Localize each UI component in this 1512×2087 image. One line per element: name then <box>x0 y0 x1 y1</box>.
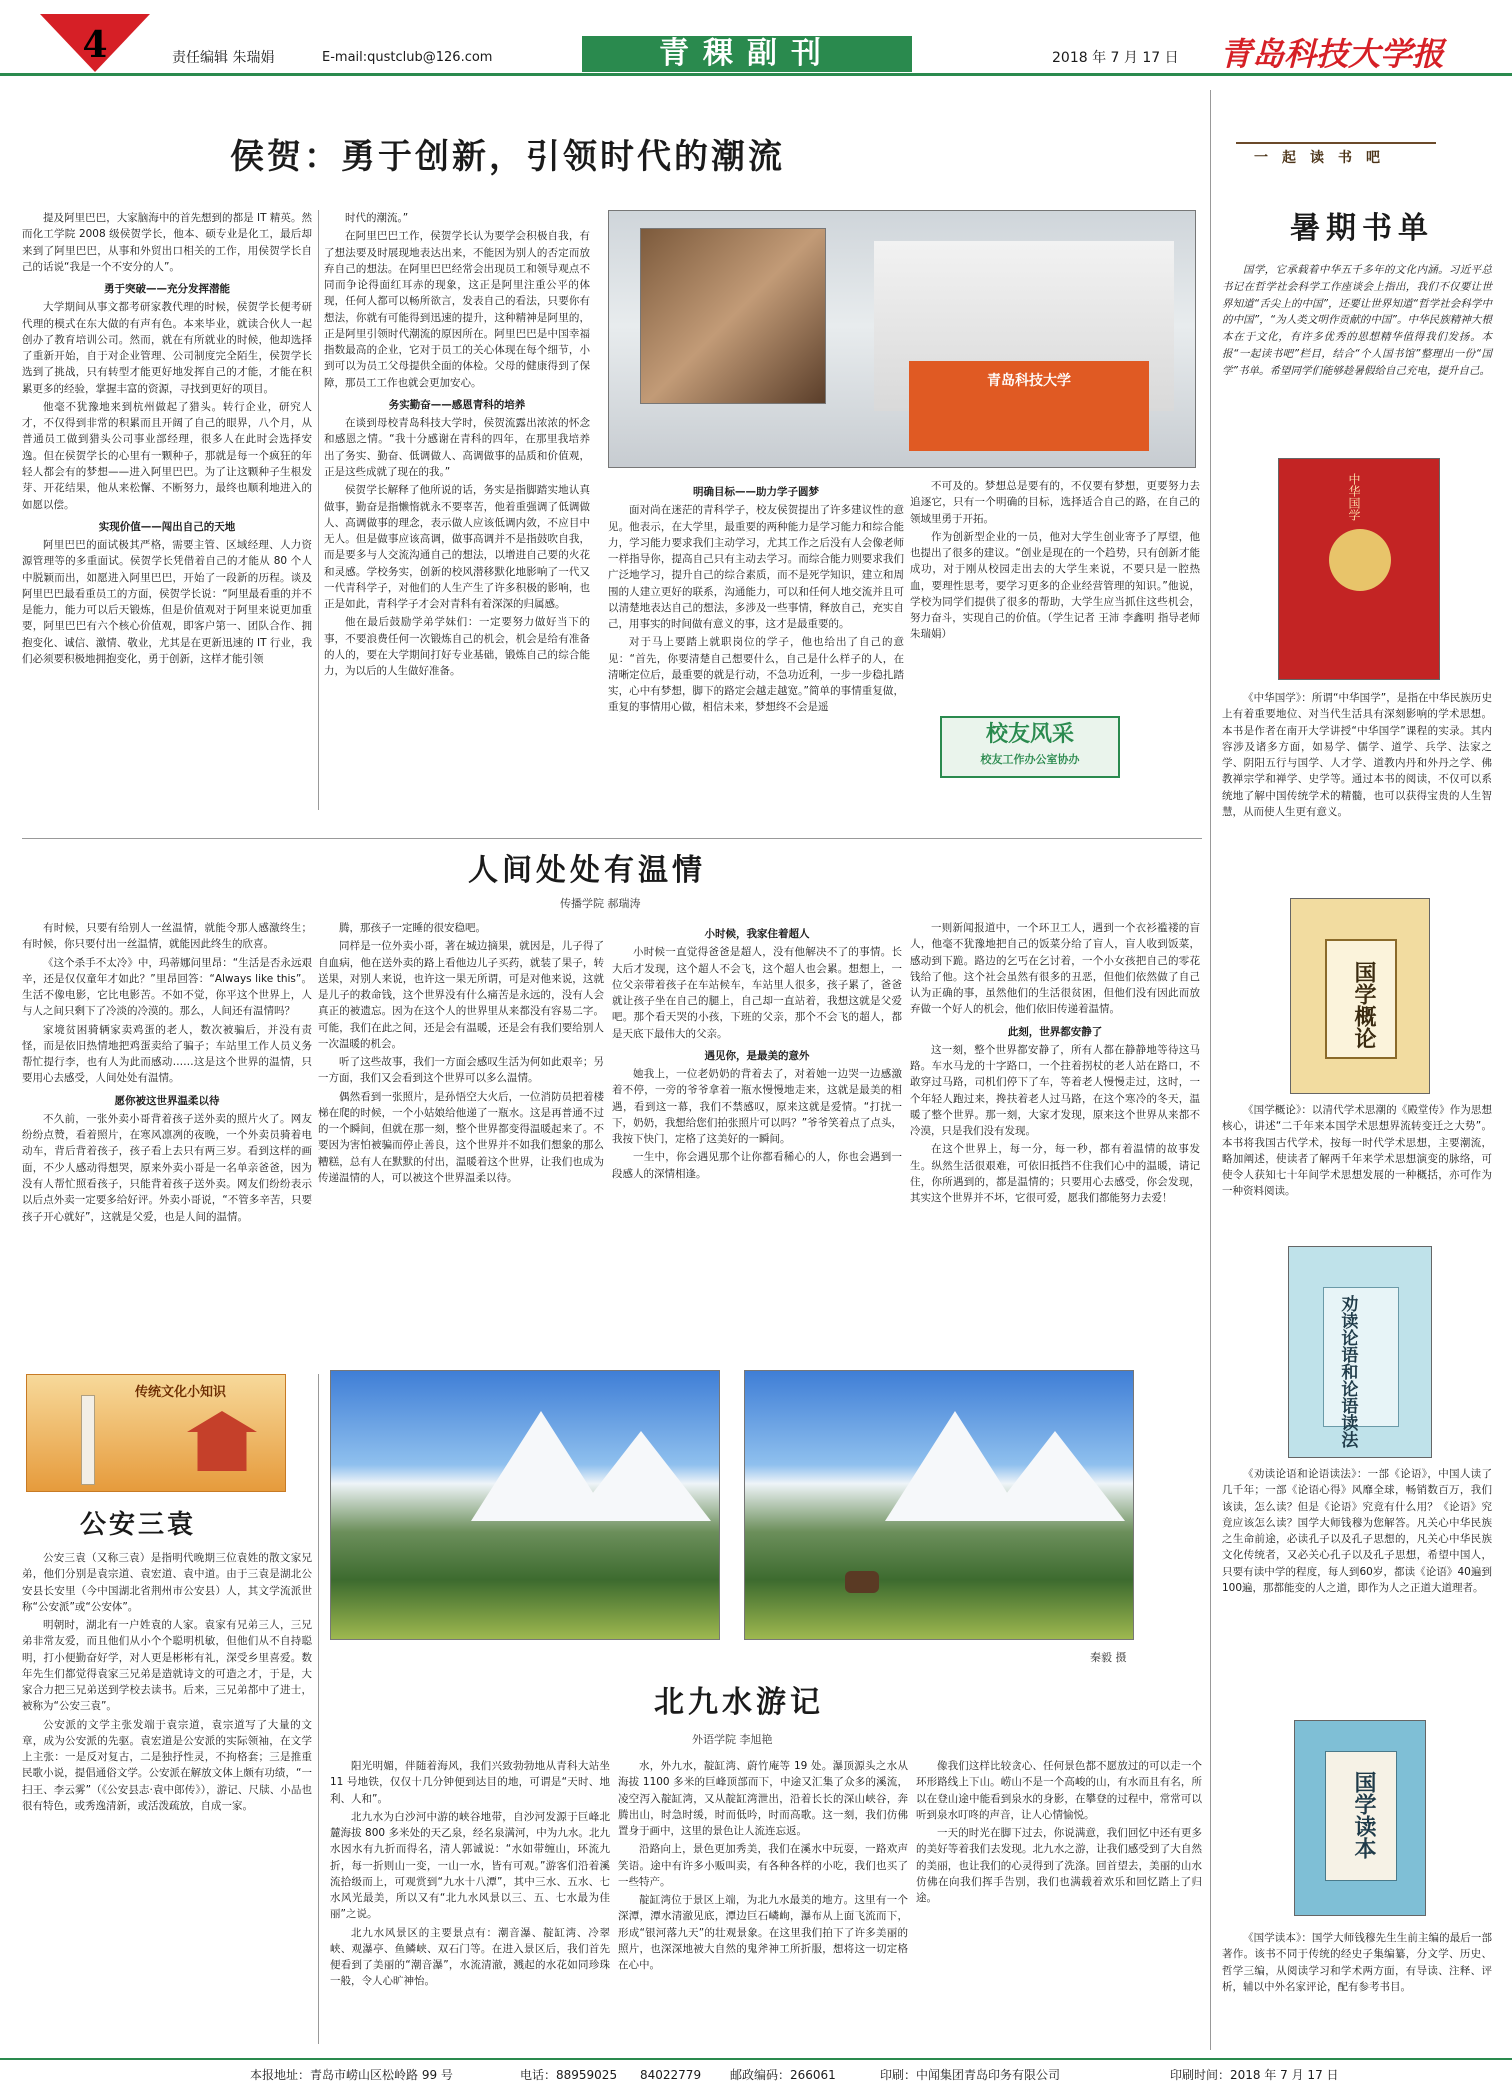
footer <box>0 2058 1512 2087</box>
culture-tag-box <box>26 1374 286 1492</box>
article1-title: 侯贺：勇于创新，引领时代的潮流 <box>230 137 785 177</box>
editor-email: E-mail:qustclub@126.com <box>322 50 493 65</box>
article2-col2 <box>318 920 604 1340</box>
paragraph: 在阿里巴巴工作，侯贺学长认为要学会积极自我，有了想法要及时展现地表达出来，不能因为别人的否定而放弃自己的想法。在阿里巴巴经常会出现员工和领导观点不同而争论得面红耳赤的现象，这正是阿里注重公平的体现，任何人都可以畅所欲言，发表自己的看法，只要你有想法，你就有可能得到迅速的提升，这种精神是阿里的，正是阿里引领时代潮流的原因所在。阿里巴巴是中国幸福指数最高的企业，它对于员工的关心体现在每个细节，小到可以为员工父母提供全面的体检。父母的健康得到了保障，那员工工作也就会更加安心。 <box>324 230 590 389</box>
book-cover-lunyu <box>1288 1246 1432 1458</box>
university-banner: 青岛科技大学 <box>909 361 1149 451</box>
article3-col3 <box>916 1758 1202 2048</box>
paragraph: 提及阿里巴巴，大家脑海中的首先想到的都是 IT 精英。然而化工学院 2008 级侯贺学长，他本、硕专业是化工，最后却来到了阿里巴巴，从事和外贸出口相关的工作，用侯贺学长自己的话说“我是一个不安分的人”。 <box>22 212 312 273</box>
article3-col1 <box>330 1758 610 2048</box>
article2-col1 <box>22 920 312 1340</box>
article1-col4 <box>910 478 1200 708</box>
paragraph: 面对尚在迷茫的青科学子，校友侯贺提出了许多建议性的意见。他表示，在大学里，最重要的两种能力是学习能力和综合能力，学习能力要求我们主动学习，尤其工作之后没有人会像老师一样指导你，提高自己只有主动去学习。而综合能力则要求我们广泛地学习，提升自己的综合素质，而不是死学知识，建立和周围的人建立更好的联系，沟通能力，可以和任何人地交流并且可以清楚地表达自己的想法，多涉及一些事情，释放自己，充实自己，用事实的时间做有意义的事，这才是最重要的。 <box>608 504 904 631</box>
book-frame <box>1323 1287 1399 1427</box>
book-list-intro <box>1222 262 1492 462</box>
culture-tag: 传统文化小知识 <box>135 1385 227 1400</box>
paragraph: 在这个世界上，每一分，每一秒，都有着温情的故事发生。纵然生活很艰难，可依旧抵挡不住我们心中的温暖，请记住，你所遇到的，都是温情的；只要用心去感受，你会发现，其实这个世界并不坏，它很可爱，愿我们都能努力去爱！ <box>910 1143 1200 1205</box>
reading-tag <box>1236 138 1436 174</box>
paragraph: 沿路向上，景色更加秀美，我们在溪水中玩耍，一路欢声笑语。途中有许多小贩叫卖，有各种各样的小吃，我们也买了一些特产。 <box>618 1843 908 1888</box>
paragraph: 他在最后鼓励学弟学妹们：一定要努力做好当下的事，不要浪费任何一次锻炼自己的机会，机会是给有准备的人的，要在大学期间打好专业基础，锻炼自己的综合能力，为以后的人生做好准备。 <box>324 616 590 678</box>
paragraph: 公安派的文学主张发端于袁宗道，袁宗道写了大量的文章，成为公安派的先驱。袁宏道是公安派的实际领袖，在文学上主张：一是反对复古，二是独抒性灵，不拘格套；三是推重民歌小说，提倡通俗文学。公安派在解放文体上颇有功绩，“一扫王、李云雾”（《公安县志·袁中郎传》），游记、尺牍、小品也很有特色，或秀逸清新，或活泼疏放，自成一家。 <box>22 1718 312 1812</box>
subheading: 小时候，我家住着超人 <box>704 928 810 940</box>
paragraph: 像我们这样比较贪心、任何景色都不愿放过的可以走一个环形路线上下山。崂山不是一个高峻的山，有水而且有名，所以在登山途中能看到泉水的身影，在攀登的过程中，常常可以听到泉水叮咚的声音，让人心情愉悦。 <box>916 1760 1202 1821</box>
paragraph: 时代的潮流。” <box>345 212 409 224</box>
paragraph: 一天的时光在脚下过去，你说满意，我们回忆中还有更多的美好等着我们去发现。北九水之游，让我们感受到了大自然的美丽，也让我们的心灵得到了洗涤。回首望去，美丽的山水仿佛在向我们挥手告别，我们也满载着欢乐和回忆踏上了归途。 <box>916 1827 1202 1905</box>
article3-title: 北九水游记 <box>654 1685 824 1720</box>
book-cover-zhonghua-guoxue <box>1278 458 1440 680</box>
paragraph: 《国学读本》：国学大师钱穆先生生前主编的最后一部著作。该书不同于传统的经史子集编纂，分文学、历史、哲学三编，从阅读学习和学术两方面，有导读、注释、评析，辅以中外名家评论，配有参考书目。 <box>1222 1932 1492 1993</box>
paragraph: 一则新闻报道中，一个环卫工人，遇到一个衣衫褴褛的盲人，他毫不犹豫地把自己的饭菜分给了盲人，盲人收到饭菜，感动到下跪。路边的乞丐在乞讨着，一个小女孩把自己的零花钱给了他。这个社会虽然有很多的丑恶，但他们依然做了自己认为正确的事，虽然他们的生活很贫困，但他们没有因此而放弃做一个好人的机会，他们依旧传递着温情。 <box>910 922 1200 1016</box>
article2-col4 <box>910 920 1200 1340</box>
snow-peak <box>571 1431 711 1521</box>
column-rule <box>318 1374 319 2044</box>
paragraph: 北九水为白沙河中游的峡谷地带，自沙河发源于巨峰北麓海拔 800 多米处的天乙泉，经名泉满河，中为九水。北九水因水有九折而得名，清人郭诚说：“水如带缠山，环流九折，每一折则山一变，一山一水，皆有可观。”游客们沿着溪流拾级而上，可观赏到“九水十八潭”，其中三水、五水、七水风光最美，所以又有“北九水风景以三、五、七水最为佳丽”之说。 <box>330 1810 610 1921</box>
subheading: 勇于突破——充分发挥潜能 <box>104 283 230 296</box>
masthead <box>0 0 1512 76</box>
subheading: 此刻，世界都安静了 <box>1007 1025 1103 1038</box>
tag-subtitle: 校友工作办公室协办 <box>980 753 1080 766</box>
subheading: 务实勤奋——感恩青科的培养 <box>388 398 526 411</box>
section-title: 青稞副刊 <box>582 36 912 72</box>
landscape-photo-right <box>744 1370 1134 1640</box>
subheading: 遇见你，是最美的意外 <box>704 1049 810 1062</box>
temple-icon <box>187 1411 257 1471</box>
book-cover-title: 国学概论 <box>1351 961 1377 1049</box>
portrait-photo <box>640 228 826 404</box>
page-number: 4 <box>82 24 108 66</box>
article2-title: 人间处处有温情 <box>468 853 706 888</box>
article2-byline: 传播学院 郝瑞涛 <box>560 897 641 910</box>
article3-col2 <box>618 1758 908 2048</box>
footer-postcode: 邮政编码：266061 <box>730 2068 836 2082</box>
paragraph: 《劝读论语和论语读法》：一部《论语》，中国人读了几千年；一部《论语心得》风靡全球，畅销数百万，我们该读，怎么读？但是《论语》究竟有什么用？《论语》究竟应该怎么读？国学大师钱穆为您解答。凡关心中华民族之生命前途，必读孔子以及孔子思想的，凡关心中华民族文化传统者，又必关心孔子以及孔子思想，希望中国人，只要有读中学的程度，每人到60岁，都读《论语》40遍到100遍，那都能变的人之道，即作为人之正道大道理者。 <box>1222 1468 1492 1594</box>
paragraph: 一生中，你会遇见那个让你都看稀心的人，你也会遇到一段感人的深情相逢。 <box>612 1151 902 1180</box>
paragraph: 她我上，一位老奶奶的背着去了，对着她一边哭一边感激着不停，一旁的爷爷拿着一瓶水慢慢地走来，这就是最美的相遇，看到这一幕，我们不禁感叹，原来这就是爱情。“打扰一下，奶奶，我想给您们拍张照片可以吗？”爷爷笑着点了点头，我按下快门，定格了这美好的一瞬间。 <box>612 1068 902 1146</box>
paragraph: 明朝时，湖北有一户姓袁的人家。袁家有兄弟三人，三兄弟非常友爱，而且他们从小个个聪明机敏，但他们从不自持聪明，打小便勤奋好学，对人更是彬彬有礼，深受乡里喜爱。数年先生们都觉得袁家三兄弟是造就诗文的可造之才，于是，大家合力把三兄弟送到学校去读书。后来，三兄弟都中了进士，被称为“公安三袁”。 <box>22 1619 312 1713</box>
paragraph: 作为创新型企业的一员，他对大学生创业寄予了厚望，他也提出了很多的建议。“创业是现在的一个趋势，只有创新才能成功，对于刚从校园走出去的大学生来说，不要只是一腔热血，要理性思考，要学习更多的企业经营管理的知识。”他说，学校为同学们提供了很多的帮助，大学生应当抓住这些机会，努力奋斗，实现自己的价值。（学生记者 王沛 李鑫明 指导老师 朱瑞娟） <box>910 530 1200 641</box>
article3-byline: 外语学院 李旭艳 <box>692 1733 773 1746</box>
reading-tag-text: 一起读书吧 <box>1254 150 1394 166</box>
paragraph: 这一刻，整个世界都安静了，所有人都在静静地等待这马路。车水马龙的十字路口，一个拄着拐杖的老人站在路口，不敢穿过马路，司机们停下了车，等着老人慢慢走过，这时，一个年轻人跑过来，搀扶着老人过马路，在这个寒冷的冬天，温暖了整个世界。那一刻，大家才发现，原来这个世界从来都不冷漠，只是我们没有发现。 <box>910 1043 1200 1138</box>
book-emblem <box>1329 529 1391 591</box>
paragraph: 同样是一位外卖小哥，著在城边摘果，就因是，儿子得了自血病，他在送外卖的路上看他边儿子买药，就装了果子，转送果，对别人来说，也许这一果无所谓，可是对他来说，这就是儿子的救命钱，这个世界没有什么痛苦是永远的，没有人会真正的被遗忘。因为在这个人的世界里从来都没有容易二字。可能，我们在此之间，还是会有温暖，还是会有我们要给别人一次温暖的机会。 <box>318 940 604 1050</box>
paragraph: 有时候，只要有给别人一丝温情，就能令那人感激终生；有时候，你只要付出一丝温情，就能因此终生的欣喜。 <box>22 922 312 951</box>
paragraph: 国学，它承载着中华五千多年的文化内涵。习近平总书记在哲学社会科学工作座谈会上指出，我们不仅要让世界知道“舌尖上的中国”，还要让世界知道“哲学社会科学中的中国”，“为人类文明作贡献的中国”。中华民族精神大根本在于文化，有许多优秀的思想精华值得我们发扬。本报“一起读书吧”栏目，结合“个人国书馆”整理出一份“国学”书单。希望同学们能够趁暑假给自己充电，提升自己。 <box>1222 264 1492 377</box>
book-cover-title: 中华国学 <box>1347 473 1361 521</box>
paragraph: 《这个杀手不太冷》中，玛蒂娜问里昂：“生活是否永远艰辛，还是仅仅童年才如此？”里昂回答：“Always like this”。生活不像电影，它比电影苦。不如不觉，你平这个世界上，人与人之间只剩下了冷淡的冷漠的。那么，人间还有温情吗？ <box>22 956 312 1018</box>
culture-body <box>22 1550 312 2050</box>
subheading: 愿你被这世界温柔以待 <box>114 1094 220 1107</box>
book1-desc <box>1222 690 1492 890</box>
paragraph: 水，外九水，靛缸湾、蔚竹庵等 19 处。瀑顶源头之水从海拔 1100 多米的巨峰顶部而下，中途又汇集了众多的溪流，凌空泻入靛缸湾，又从靛缸湾泄出，沿着长长的深山峡谷，奔腾出山，时急时缓，时而低吟，时而高歌。这一刻，我们仿佛置身于画中，这里的景色让人流连忘返。 <box>618 1760 908 1838</box>
book-cover-guoxue-gailun <box>1290 898 1430 1094</box>
subheading: 实现价值——闯出自己的天地 <box>98 520 236 533</box>
culture-title: 公安三袁 <box>80 1510 197 1540</box>
paragraph: 阳光明媚，伴随着海风，我们兴致勃勃地从青科大站坐 11 号地铁，仅仅十几分钟便到达目的地，可谓是“天时、地利、人和”。 <box>330 1760 610 1805</box>
paragraph: 家境贫困骑辆家卖鸡蛋的老人，数次被骗后，并没有责怪，而是依旧热情地把鸡蛋卖给了骗子；车站里工作人员义务帮忙提行李，也有人为此而感动……这是这个世界的温情，只要用心去感受，人间处处有温情。 <box>22 1023 312 1085</box>
tag-title: 校友风采 <box>985 721 1074 747</box>
book3-desc <box>1222 1466 1492 1646</box>
book-cover-title: 劝读论语和论语读法 <box>1337 1295 1358 1448</box>
paragraph: 小时候一直觉得爸爸是超人，没有他解决不了的事情。长大后才发现，这个超人不会飞，这个超人也会累。想想上，一位父亲带着孩子在车站候车，车站里人很多，孩子累了，爸爸就让孩子坐在自己的腿上，自己却一直站着，我想这就是父爱吧。那个看天哭的小孩，下班的父亲，那个不会飞的超人，都是天底下最伟大的父亲。 <box>612 946 902 1040</box>
footer-phone: 电话：88959025 <box>520 2068 618 2082</box>
sidebar-rule <box>1210 90 1211 2050</box>
paragraph: 阿里巴巴的面试极其严格，需要主管、区域经理、人力资源管理等的多重面试。侯贺学长凭借着自己的才能从 80 个人中脱颖而出，如愿进入阿里巴巴，开始了一段新的历程。谈及阿里巴巴最看重员工的方面，侯贺学长说：“阿里最看重的并不是能力，能力可以后天锻炼，但是价值观对于阿里来说更加重要，阿里巴巴有六个核心价值观，即客户第一、团队合作、拥抱变化、诚信、激情、敬业，尤其是在更新迅速的 IT 行业，我们必须要积极地拥抱变化，勇于创新，这样才能引领 <box>22 539 312 665</box>
rope <box>1236 142 1436 144</box>
book4-desc <box>1222 1930 1492 2050</box>
alumni-style-tag <box>940 716 1120 778</box>
paragraph: 他毫不犹豫地来到杭州做起了猎头。转行企业，研究人才，不仅得到非常的积累而且开阔了自己的眼界，八个月，从普通员工做到猎头公司事业部经理，很多人在此时会选择安逸。但在侯贺学长的心里有一颗种子，那就是每一个疯狂的年轻人都会有的梦想——进入阿里巴巴。为了让这颗种子生根发芽、开花结果，他从来松懈、不断努力，最终也顺利地进入的如愿以偿。 <box>22 400 312 511</box>
footer-phone2: 84022779 <box>640 2068 702 2082</box>
column-rule <box>318 210 319 810</box>
book-cover-guoxue-duben <box>1294 1720 1426 1916</box>
footer-printer: 印刷：中闻集团青岛印务有限公司 <box>880 2068 1061 2082</box>
footer-address: 本报地址：青岛市崂山区松岭路 99 号 <box>250 2068 453 2082</box>
paragraph: 对于马上要踏上就职岗位的学子，他也给出了自己的意见：“首先，你要清楚自己想要什么，自己是什么样子的人，在清晰定位后，最重要的就是行动，不急功近利，一步一步稳扎踏实，心中有梦想，脚下的路定会越走越宽。”简单的事情重复做，重复的事情用心做，相信未来，梦想终不会是遥 <box>608 636 904 714</box>
paragraph: 大学期间从事文都考研家教代理的时候，侯贺学长便考研代理的模式在东大做的有声有色。本来毕业，就读合伙人一起创办了教育培训公司。然而，就在有所就业的时候，他却选择了重新开始，自于对企业管理、公司制度完全陌生，侯贺学长选到了挑战，只有转型才能更好地发挥自己的才能，才能在积累更多的经验，掌握丰富的资源，寻找到更好的项目。 <box>22 301 312 395</box>
paragraph: 《中华国学》：所谓“中华国学”，是指在中华民族历史上有着重要地位、对当代生活具有深刻影响的学术思想。本书是作者在南开大学讲授“中华国学”课程的实录。其内容涉及诸多方面，如易学、儒学、道学、兵学、法家之学、阴阳五行与国学、人才学、道教内丹和外丹之学、佛教禅宗学和禅学、史学等。通过本书的阅读，不仅可以系统地了解中国传统学术的精髓，也可以获得宝贵的人生智慧，从而使人生更有意义。 <box>1222 692 1492 818</box>
issue-date: 2018 年 7 月 17 日 <box>1052 50 1179 66</box>
paragraph: 腾，那孩子一定睡的很安稳吧。 <box>339 922 486 934</box>
horse <box>845 1571 879 1593</box>
article1-col3 <box>608 478 904 848</box>
paragraph: 偶然看到一张照片，是孙悟空大火后，一位消防员把着楼梯在爬的时候，一个小姑娘给他递了一瓶水。这是再普通不过的一个瞬间，但就在那一刻，整个世界都变得温暖起来了。不要因为害怕被骗而停止善良，这个世界并不如我们想象的那么糟糕，总有人在默默的付出，温暖着这个世界，让我们也成为传递温情的人，可以被这个世界温柔以待。 <box>318 1090 604 1184</box>
snow-peak <box>985 1431 1125 1521</box>
paragraph: 听了这些故事，我们一方面会感叹生活为何如此艰辛；另一方面，我们又会看到这个世界可以多么温情。 <box>318 1056 604 1085</box>
photo-credit: 秦毅 摄 <box>1090 1651 1127 1664</box>
article1-col2 <box>324 210 590 830</box>
paragraph: 《国学概论》：以清代学术思潮的《殿堂传》作为思想核心，讲述“二千年来本国学术思想界流转变迁之大势”。本书将我国古代学术，按每一时代学术思想，主要潮流，略加阐述，使读者了解两千年来学术思想演变的脉络，可使令人获知七十年间学术思想发展的一种概括，亦可作为一种资料阅读。 <box>1222 1104 1492 1198</box>
footer-print-date: 印刷时间：2018 年 7 月 17 日 <box>1170 2068 1339 2082</box>
paragraph: 北九水风景区的主要景点有：潮音瀑、靛缸湾、冷翠峡、观瀑亭、鱼鳞峡、双石门等。在进入景区后，我们首先便看到了美丽的“潮音瀑”，水流清澈，溅起的水花如同珍珠一般，令人心旷神怡。 <box>330 1926 610 1988</box>
article2-col3 <box>612 920 902 1340</box>
editor-credit: 责任编辑 朱瑞娟 <box>172 50 275 66</box>
paragraph: 公安三袁（又称三袁）是指明代晚期三位袁姓的散文家兄弟，他们分别是袁宗道、袁宏道、袁中道。由于三袁是湖北公安县长安里（今中国湖北省荆州市公安县）人，其文学流派世称“公安派”或“公安体”。 <box>22 1552 312 1613</box>
book-cover-title: 国学读本 <box>1351 1771 1377 1859</box>
article1-col1 <box>22 210 312 830</box>
pillar-icon <box>81 1395 95 1485</box>
subheading: 明确目标——助力学子圆梦 <box>693 486 819 498</box>
paragraph: 在谈到母校青岛科技大学时，侯贺流露出浓浓的怀念和感恩之情。“我十分感谢在青科的四年，在那里我培养出了务实、勤奋、低调做人、高调做事的品质和价值观，正是这些成就了现在的我。” <box>324 417 590 478</box>
paragraph: 不可及的。梦想总是要有的，不仅要有梦想，更要努力去追逐它，只有一个明确的目标，选择适合自己的路，在自己的领域里勇于开拓。 <box>910 480 1200 525</box>
newspaper-name: 青岛科技大学报 <box>1220 35 1445 73</box>
paragraph: 侯贺学长解释了他所说的话，务实是指脚踏实地认真做事，勤奋是指懒惰就永不要辜苦，他着重强调了低调做人、高调做事的理念，表示做人应该低调内敛，不应目中无人。但是做事应该高调，做事高调并不是指鼓吹自我，而是要多与人交流沟通自己的想法，以增进自己要的火花和灵感。学校务实，创新的校风潜移默化地影响了一代又一代青科学子，对他们的人生产生了许多积极的影响，也正是如此，青科学子才会对青科有着深深的归属感。 <box>324 484 590 611</box>
book2-desc <box>1222 1102 1492 1242</box>
book-list-title: 暑期书单 <box>1290 211 1434 246</box>
paragraph: 不久前，一张外卖小哥背着孩子送外卖的照片火了。网友纷纷点赞，看着照片，在寒风凛冽的夜晚，一个外卖员骑着电动车，背后背着孩子，孩子看上去只有两三岁。看到这样的画面，不少人感动得想哭，原来外卖小哥是一名单亲爸爸，因为没有人帮忙照看孩子，只能背着孩子送外卖。网友们纷纷表示以后点外卖一定要多给好评。外卖小哥说，“不管多辛苦，只要孩子开心就好”，这就是父爱，也是人间的温情。 <box>22 1112 312 1223</box>
landscape-photo-left <box>330 1370 720 1640</box>
section-rule <box>22 838 1202 839</box>
paragraph: 靛缸湾位于景区上端，为北九水最美的地方。这里有一个深潭，潭水清澈见底，潭边巨石嶙峋，瀑布从上面飞流而下，形成“银河落九天”的壮观景象。在这里我们拍下了许多美丽的照片，也深深地被大自然的鬼斧神工所折服，想将这一切定格在心中。 <box>618 1894 908 1972</box>
